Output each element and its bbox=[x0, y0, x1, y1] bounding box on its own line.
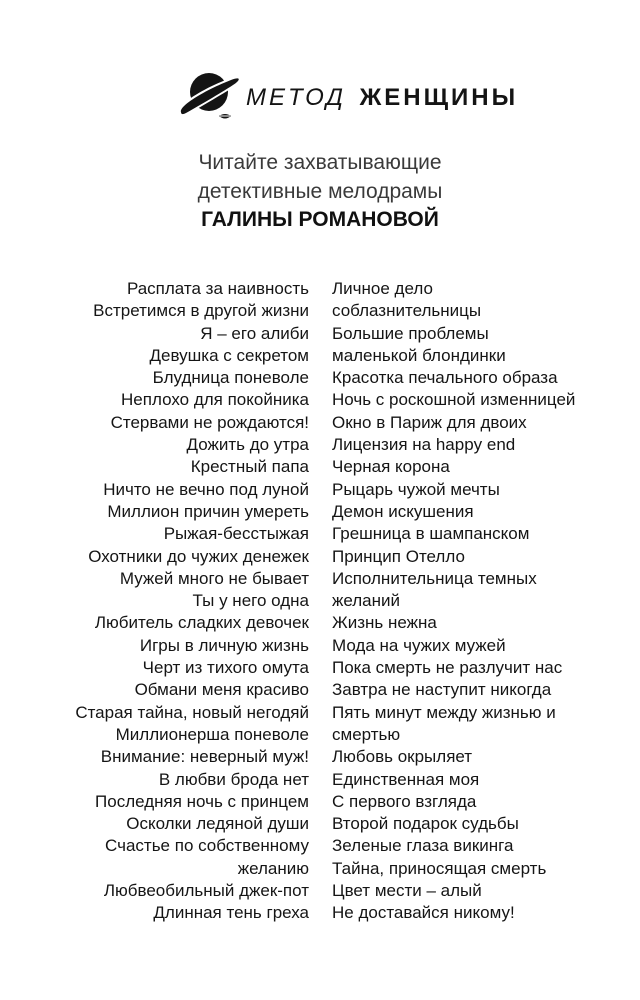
book-title-line: Рыцарь чужой мечты bbox=[332, 479, 500, 499]
series-logo bbox=[0, 66, 640, 126]
book-title-line: маленькой блондинки bbox=[332, 345, 506, 365]
book-title-line: Черная корона bbox=[332, 457, 450, 477]
book-title-line: Ничто не вечно под луной bbox=[103, 479, 309, 499]
book-title-line: Обмани меня красиво bbox=[134, 680, 309, 700]
book-title-line: Жизнь нежна bbox=[332, 613, 437, 633]
intro-block bbox=[0, 148, 640, 234]
book-title-line: Грешница в шампанском bbox=[332, 524, 530, 544]
book-title-line: Единственная моя bbox=[332, 769, 480, 789]
book-title-line: желанию bbox=[237, 858, 309, 878]
book-title-line: Я – его алиби bbox=[200, 323, 309, 343]
book-title-line: Лицензия на happy end bbox=[332, 435, 516, 455]
book-title-line: Дожить до утра bbox=[186, 435, 309, 455]
book-title-line: Не доставайся никому! bbox=[332, 903, 515, 923]
book-title-line: Принцип Отелло bbox=[332, 546, 465, 566]
book-title-line: смертью bbox=[332, 724, 401, 744]
titles-list-right bbox=[332, 278, 594, 925]
book-title-line: Неплохо для покойника bbox=[121, 390, 309, 410]
series-title-word1: МЕТОД bbox=[246, 84, 346, 111]
book-title-line: Охотники до чужих денежек bbox=[88, 546, 309, 566]
book-title-line: Стервами не рождаются! bbox=[110, 412, 309, 432]
book-title-line: Большие проблемы bbox=[332, 323, 489, 343]
book-title-line: Второй подарок судьбы bbox=[332, 814, 519, 834]
book-title-line: соблазнительницы bbox=[332, 301, 482, 321]
book-title-line: желаний bbox=[332, 591, 401, 611]
book-title-line: Расплата за наивность bbox=[126, 279, 309, 298]
book-title-line: С первого взгляда bbox=[332, 791, 477, 811]
book-title-line: Демон искушения bbox=[332, 501, 474, 521]
book-title-line: Тайна, приносящая смерть bbox=[332, 858, 547, 878]
series-title bbox=[246, 84, 518, 112]
titles-list-left bbox=[40, 278, 309, 925]
intro-line-1: Читайте захватывающие bbox=[198, 151, 442, 174]
book-title-line: Черт из тихого омута bbox=[142, 658, 309, 678]
book-title-line: Цвет мести – алый bbox=[332, 881, 482, 901]
book-title-line: Счастье по собственному bbox=[105, 836, 309, 856]
book-title-line: Ночь с роскошной изменницей bbox=[332, 390, 576, 410]
saturn-lips-icon bbox=[173, 66, 243, 124]
book-title-line: Пока смерть не разлучит нас bbox=[332, 658, 563, 678]
book-title-line: Красотка печального образа bbox=[332, 368, 558, 388]
book-title-line: Любовь окрыляет bbox=[332, 747, 473, 767]
book-title-line: Игры в личную жизнь bbox=[139, 635, 309, 655]
book-title-line: Завтра не наступит никогда bbox=[332, 680, 552, 700]
book-title-line: Мужей много не бывает bbox=[119, 568, 309, 588]
book-title-line: Мода на чужих мужей bbox=[332, 635, 506, 655]
book-title-line: Миллионерша поневоле bbox=[115, 724, 309, 744]
book-title-line: Миллион причин умереть bbox=[107, 501, 309, 521]
book-title-line: Зеленые глаза викинга bbox=[332, 836, 514, 856]
book-title-line: Пять минут между жизнью и bbox=[332, 702, 556, 722]
book-title-line: Девушка с секретом bbox=[149, 345, 309, 365]
book-title-line: Исполнительница темных bbox=[332, 568, 537, 588]
book-title-line: Любвеобильный джек-пот bbox=[103, 881, 309, 901]
book-title-line: Последняя ночь с принцем bbox=[95, 791, 309, 811]
book-title-line: Крестный папа bbox=[190, 457, 309, 477]
book-title-line: Встретимся в другой жизни bbox=[93, 301, 309, 321]
book-title-line: Длинная тень греха bbox=[153, 903, 309, 923]
intro-line-2: детективные мелодрамы bbox=[197, 180, 443, 203]
book-title-line: Старая тайна, новый негодяй bbox=[75, 702, 309, 722]
book-title-line: В любви брода нет bbox=[158, 769, 309, 789]
book-title-line: Блудница поневоле bbox=[152, 368, 309, 388]
book-title-line: Внимание: неверный муж! bbox=[100, 747, 309, 767]
book-title-line: Рыжая-бесстыжая bbox=[163, 524, 309, 544]
series-title-word2: ЖЕНЩИНЫ bbox=[359, 84, 519, 111]
book-title-line: Осколки ледяной души bbox=[126, 814, 309, 834]
book-title-line: Окно в Париж для двоих bbox=[332, 412, 527, 432]
book-title-line: Ты у него одна bbox=[192, 591, 309, 611]
book-title-line: Любитель сладких девочек bbox=[94, 613, 309, 633]
author-name: ГАЛИНЫ РОМАНОВОЙ bbox=[201, 208, 439, 231]
book-title-line: Личное дело bbox=[332, 279, 433, 298]
